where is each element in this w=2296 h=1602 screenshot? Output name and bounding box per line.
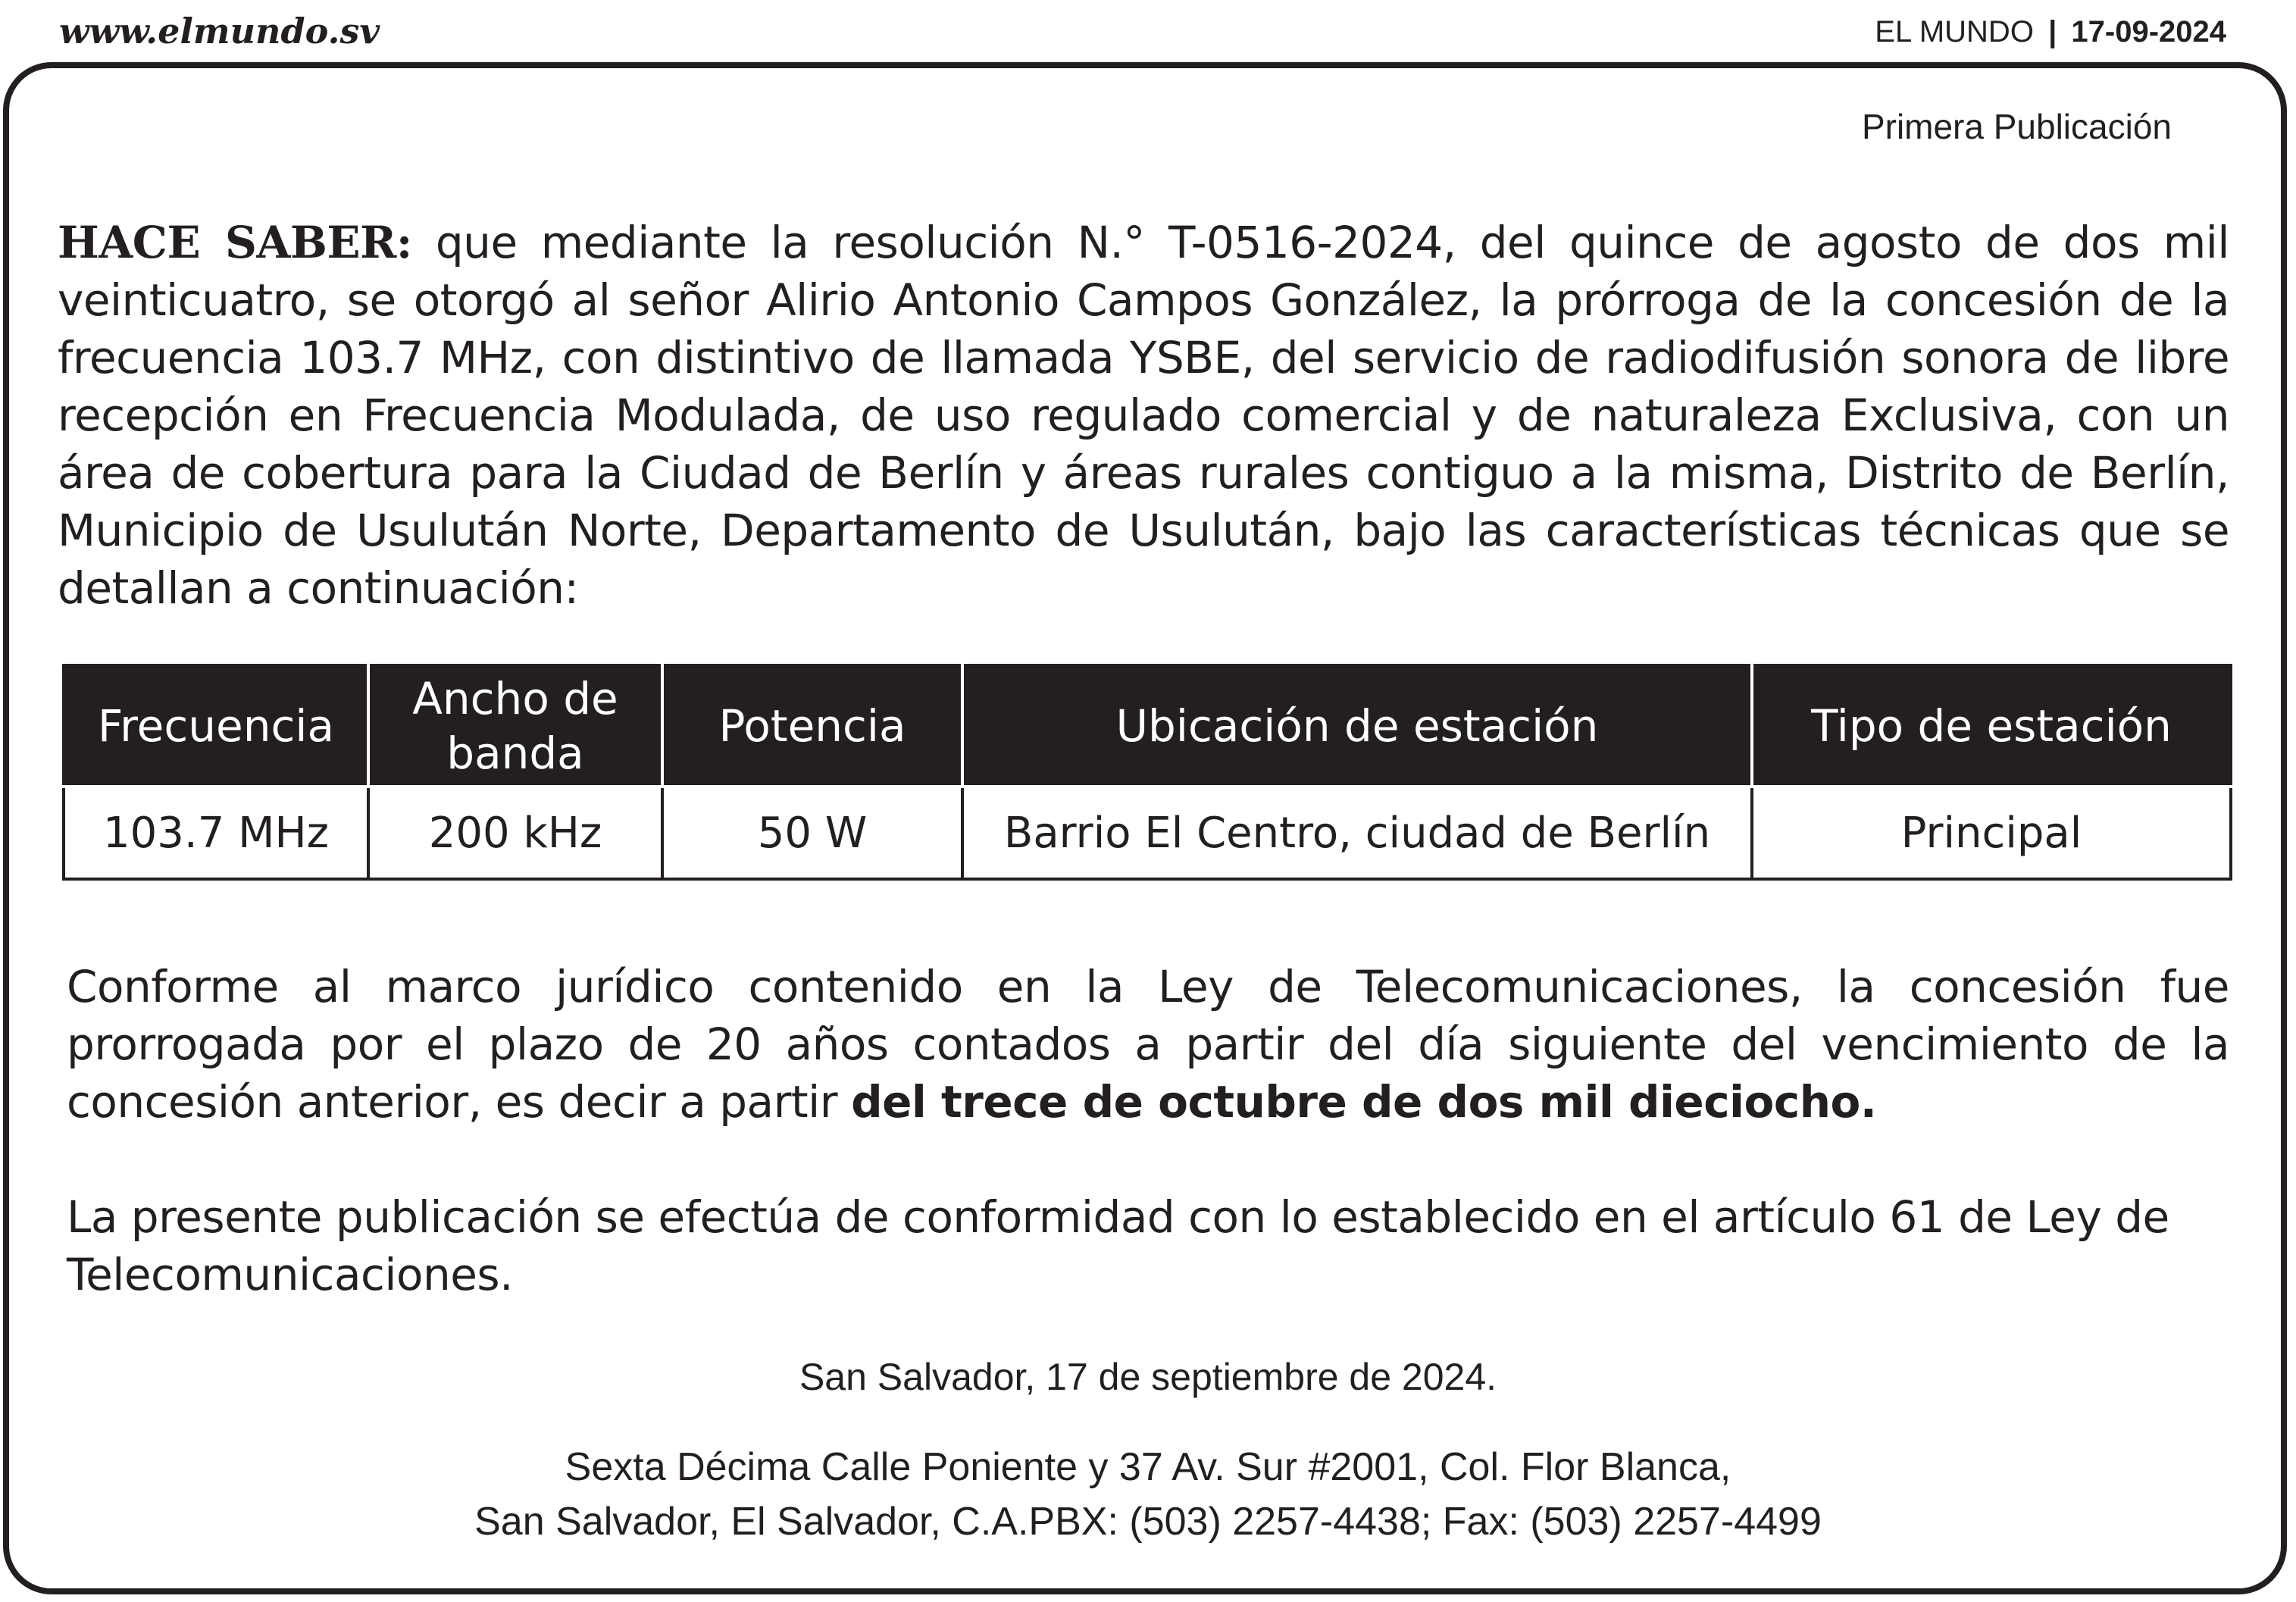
header-bar [0, 0, 2296, 62]
cell-potencia: 50 W [662, 787, 962, 879]
address-block [0, 1440, 2296, 1549]
concession-date-bold: del trece de octubre de dos mil dieciocho. [851, 1076, 1877, 1128]
address-line-1: Sexta Décima Calle Poniente y 37 Av. Sur #2001, Col. Flor Blanca, [565, 1445, 1731, 1489]
header-ubicacion: Ubicación de estación [962, 665, 1752, 787]
notice-body: que mediante la resolución N.° T-0516-2024, del quince de agosto de dos mil veinticuatro, se otorgó al señor Alirio Antonio Campos González, la prórroga de la concesión de la frecuencia 103.7 MHz, con distintivo de llamada YSBE, del servicio de radiodifusión sonora de libre recepción en Frecuencia Modulada, de uso regulado comercial y de naturaleza Exclusiva, con un área de cobertura para la Ciudad de Berlín y áreas rurales contiguo a la misma, Distrito de Berlín, Municipio de Usulután Norte, Departamento de Usulután, bajo las características técnicas que se detallan a continuación: [58, 217, 2229, 614]
concession-text: Conforme al marco jurídico contenido en la Ley de Telecomunicaciones, la concesión fue prorrogada por el plazo de 20 años contados a partir del día siguiente del vencimiento de la concesión anterior, es decir a partir [67, 961, 2229, 1128]
header-ancho-de-banda: Ancho de banda [368, 665, 662, 787]
cell-ancho-de-banda: 200 kHz [368, 787, 662, 879]
header-tipo: Tipo de estación [1752, 665, 2231, 787]
legal-paragraph: La presente publicación se efectúa de conformidad con lo establecido en el artículo 61 de Ley de Telecomunicaciones. [67, 1191, 2169, 1300]
concession-paragraph [67, 958, 2229, 1131]
place-date: San Salvador, 17 de septiembre de 2024. [799, 1356, 1497, 1398]
cell-tipo: Principal [1752, 787, 2231, 879]
publication-label: Primera Publicación [1861, 107, 2172, 146]
masthead-separator: | [2048, 15, 2057, 48]
newspaper-name: EL MUNDO [1875, 15, 2034, 48]
cell-frecuencia: 103.7 MHz [64, 787, 368, 879]
table-row [64, 787, 2231, 879]
header-potencia: Potencia [662, 665, 962, 787]
issue-date: 17-09-2024 [2071, 15, 2226, 48]
technical-table [62, 664, 2232, 881]
masthead [1875, 15, 2226, 49]
table-header-row [64, 665, 2231, 787]
cell-ubicacion: Barrio El Centro, ciudad de Berlín [962, 787, 1752, 879]
address-line-2: San Salvador, El Salvador, C.A.PBX: (503) 2257-4438; Fax: (503) 2257-4499 [474, 1500, 1822, 1544]
site-url[interactable]: www.elmundo.sv [59, 11, 380, 52]
notice-paragraph [58, 214, 2229, 617]
header-frecuencia: Frecuencia [64, 665, 368, 787]
notice-lead: HACE SABER: [58, 217, 412, 268]
